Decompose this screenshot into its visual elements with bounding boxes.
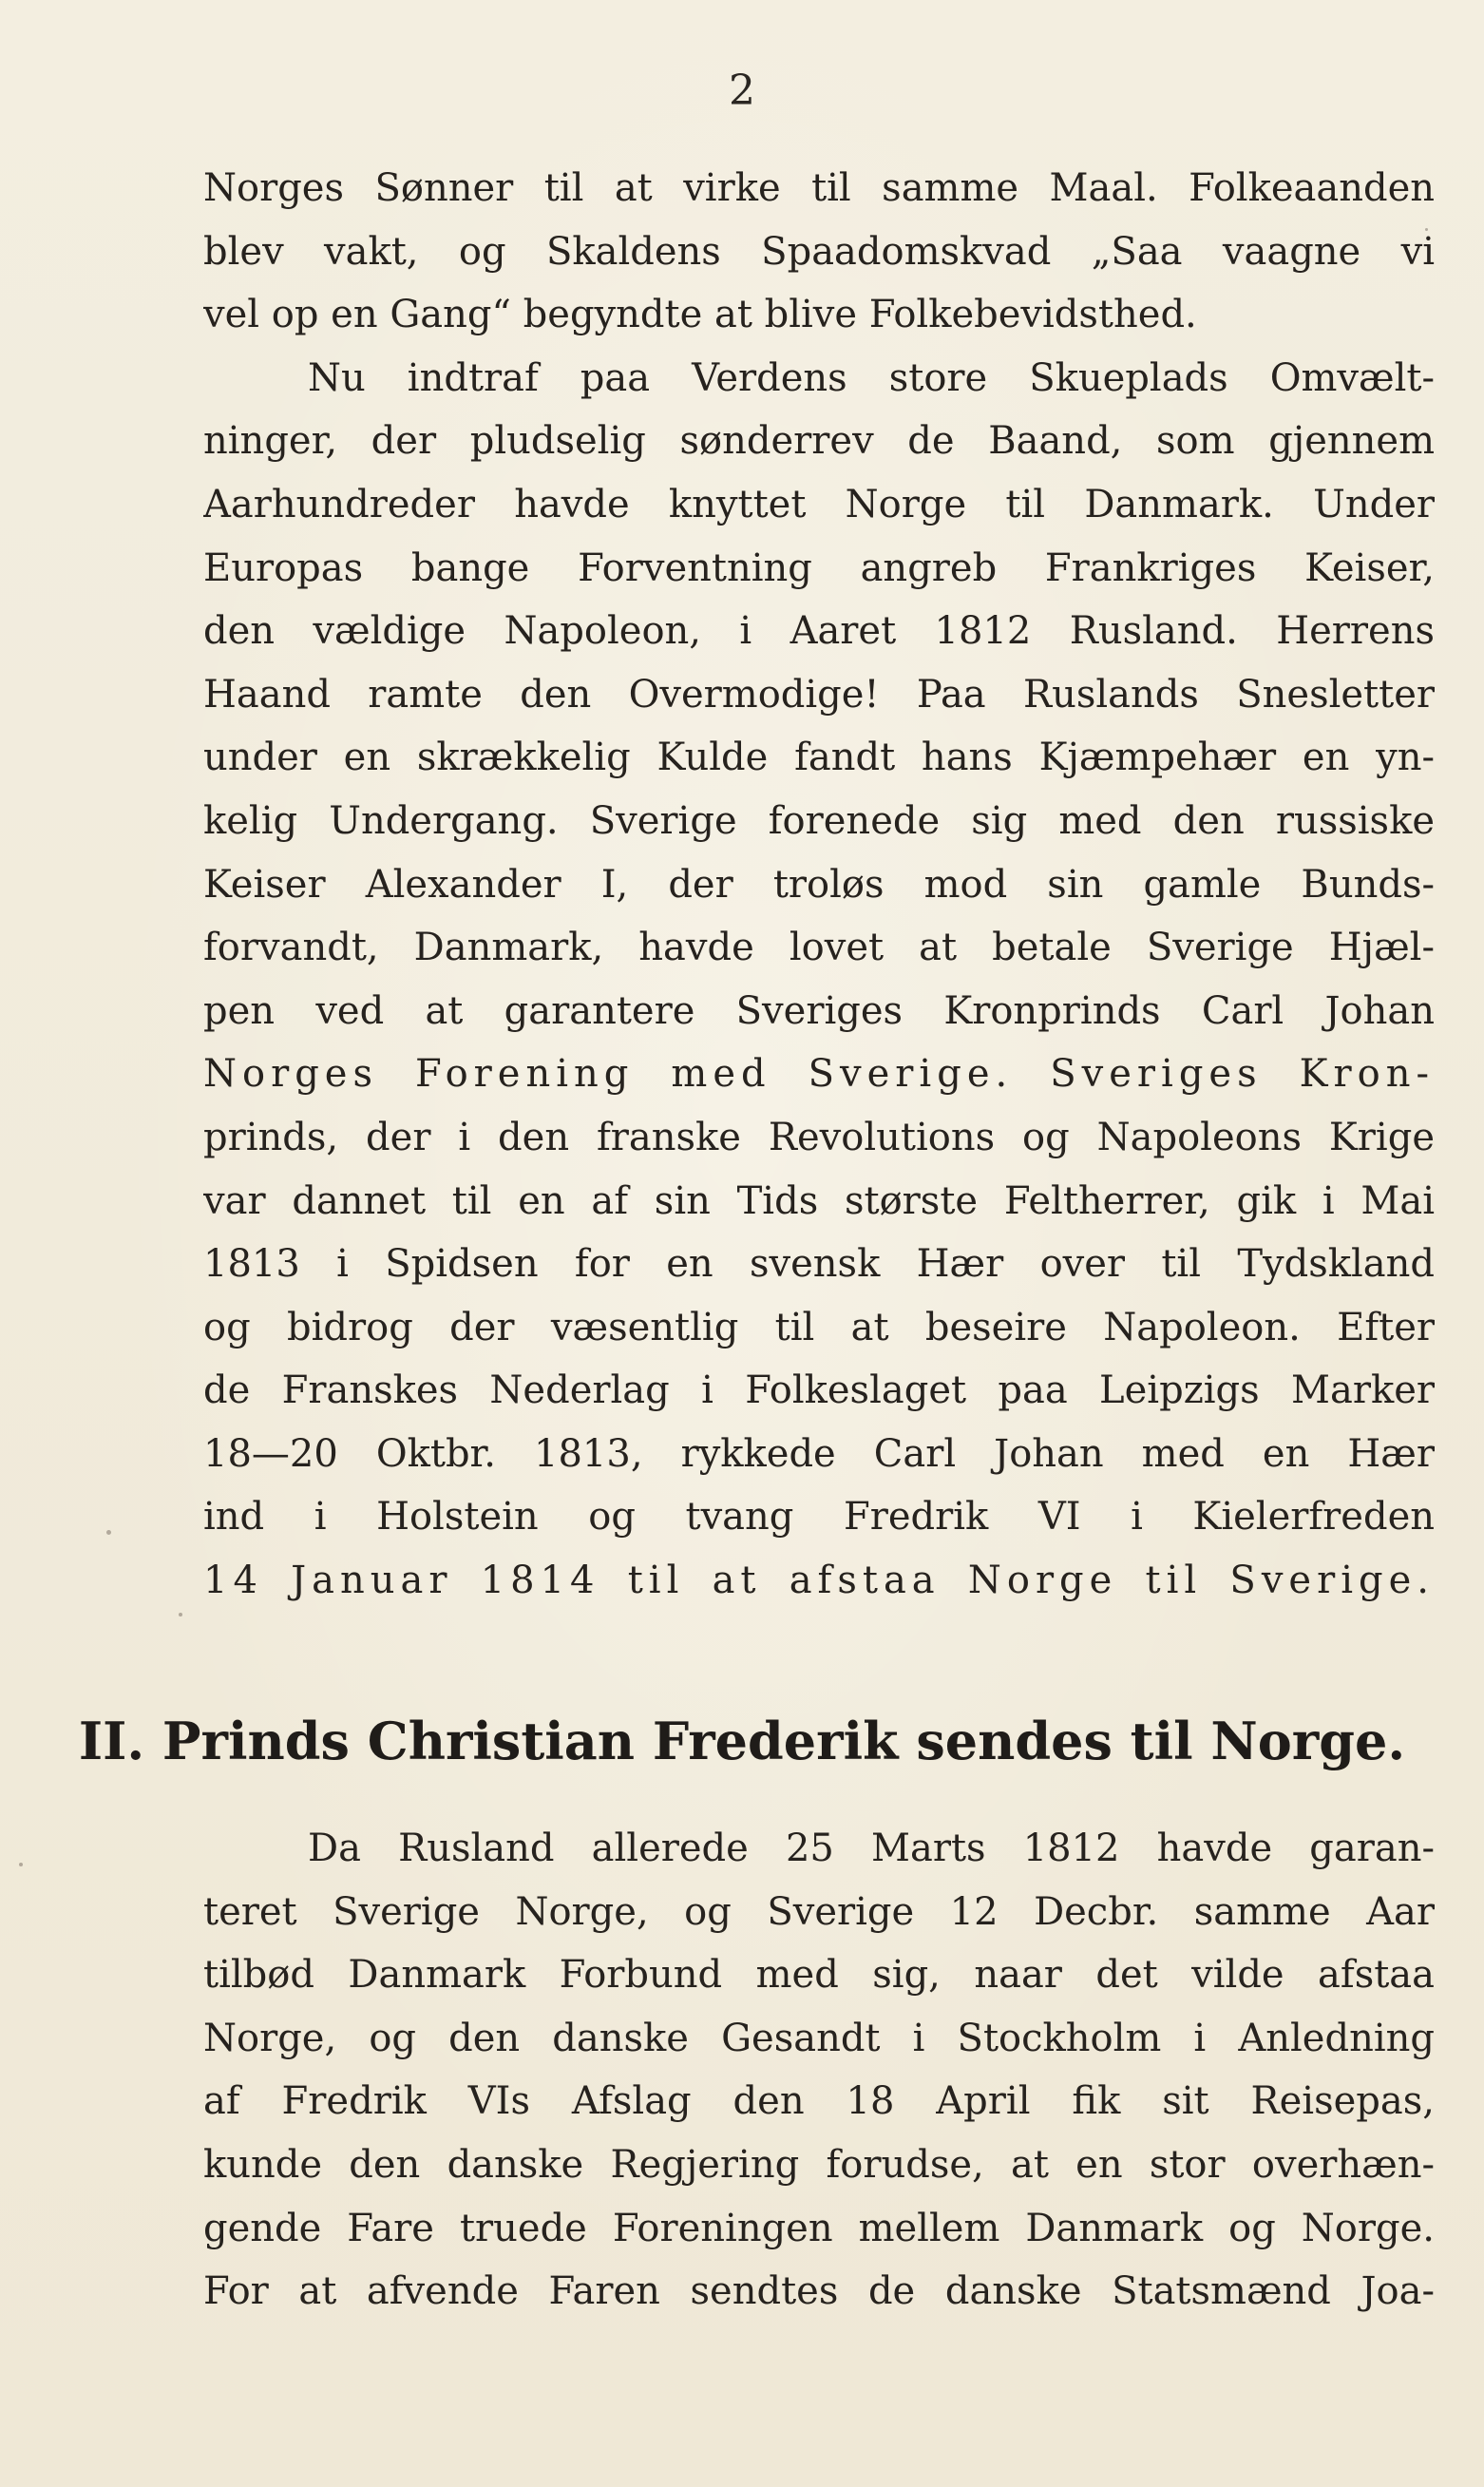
text-line: kunde den danske Regjering forudse, at en stor overhæn- xyxy=(203,2142,1435,2187)
text-line: teret Sverige Norge, og Sverige 12 Decbr. samme Aar xyxy=(203,1889,1435,1934)
text-line: af Fredrik VIs Afslag den 18 April fik sit Reisepas, xyxy=(203,2079,1435,2124)
text-line: kelig Undergang. Sverige forenede sig med den russiske xyxy=(203,798,1435,843)
text-line: de Franskes Nederlag i Folkeslaget paa Leipzigs Marker xyxy=(203,1368,1435,1413)
section-heading: II. Prinds Christian Frederik sendes til Norge. xyxy=(78,1711,1406,1771)
text-line: tilbød Danmark Forbund med sig, naar det vilde afstaa xyxy=(203,1953,1435,1998)
paper-speck xyxy=(179,1613,182,1617)
text-line: var dannet til en af sin Tids største Feltherrer, gik i Mai xyxy=(203,1178,1435,1223)
text-line: Nu indtraf paa Verdens store Skueplads Omvælt- xyxy=(308,355,1435,400)
text-line: 18—20 Oktbr. 1813, rykkede Carl Johan med en Hær xyxy=(203,1431,1435,1476)
text-line: vel op en Gang“ begyndte at blive Folkebevidsthed. xyxy=(203,293,1197,337)
text-line: Norge, og den danske Gesandt i Stockholm i Anledning xyxy=(203,2016,1435,2060)
text-line: For at afvende Faren sendtes de danske Statsmænd Joa- xyxy=(203,2269,1435,2314)
text-line: under en skrækkelig Kulde fandt hans Kjæmpehær en yn- xyxy=(203,736,1435,780)
text-line: Norges Sønner til at virke til samme Maal. Folkeaanden xyxy=(203,166,1435,210)
paper-speck xyxy=(1425,228,1428,231)
text-line: ind i Holstein og tvang Fredrik VI i Kielerfreden xyxy=(203,1495,1435,1540)
text-line: forvandt, Danmark, havde lovet at betale Sverige Hjæl- xyxy=(203,926,1435,970)
text-line: ninger, der pludselig sønderrev de Baand, som gjennem xyxy=(203,419,1435,464)
text-line: den vældige Napoleon, i Aaret 1812 Rusland. Herrens xyxy=(203,609,1435,654)
text-line: Europas bange Forventning angreb Frankriges Keiser, xyxy=(203,545,1435,590)
paper-speck xyxy=(19,1863,23,1866)
paragraph-one xyxy=(203,157,1435,1613)
text-line: prinds, der i den franske Revolutions og Napoleons Krige xyxy=(203,1115,1435,1159)
text-line: og bidrog der væsentlig til at beseire Napoleon. Efter xyxy=(203,1305,1435,1349)
paragraph-two xyxy=(203,1817,1435,2324)
paper-speck xyxy=(106,1530,111,1535)
text-line: Da Rusland allerede 25 Marts 1812 havde garan- xyxy=(308,1827,1435,1870)
text-line: Haand ramte den Overmodige! Paa Ruslands Snesletter xyxy=(203,672,1435,717)
text-line: Aarhundreder havde knyttet Norge til Danmark. Under xyxy=(203,482,1435,526)
text-line: blev vakt, og Skaldens Spaadomskvad „Saa vaagne vi xyxy=(203,229,1435,274)
text-line: 14 Januar 1814 til at afstaa Norge til Sverige. xyxy=(203,1559,1435,1603)
text-line: Norges Forening med Sverige. Sveriges Kron- xyxy=(203,1052,1435,1097)
text-line: Keiser Alexander I, der troløs mod sin gamle Bunds- xyxy=(203,862,1435,907)
text-line: pen ved at garantere Sveriges Kronprinds Carl Johan xyxy=(203,988,1435,1033)
text-line: 1813 i Spidsen for en svensk Hær over til Tydskland xyxy=(203,1242,1435,1287)
page-number: 2 xyxy=(729,67,755,115)
text-line: gende Fare truede Foreningen mellem Danmark og Norge. xyxy=(203,2206,1435,2250)
